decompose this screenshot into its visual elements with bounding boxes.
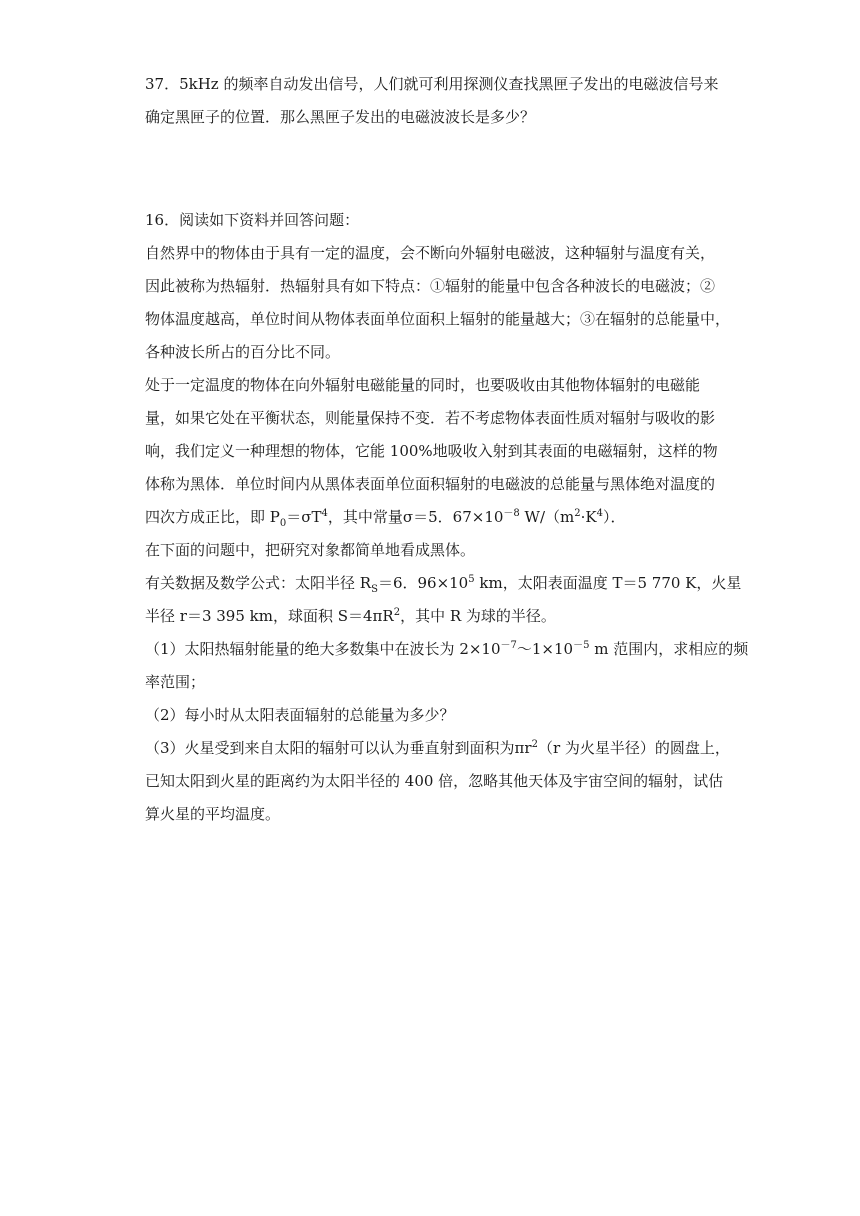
sub1-post: m 范围内，求相应的频: [589, 640, 749, 658]
q16-heading: 16．阅读如下资料并回答问题：: [145, 211, 360, 229]
q15-tail-line-1: 37．5kHz 的频率自动发出信号，人们就可利用探测仪查找黑匣子发出的电磁波信号来: [145, 75, 719, 93]
q16-sub2: （2）每小时从太阳表面辐射的总能量为多少？: [145, 706, 455, 724]
q15-tail-line-2: 确定黑匣子的位置．那么黑匣子发出的电磁波波长是多少？: [145, 108, 536, 126]
q16-data-line-2: [145, 605, 735, 627]
q16-sub1-line-2: 率范围；: [145, 673, 206, 691]
data1-sub: S: [371, 584, 378, 595]
formula-p-sub: 0: [279, 518, 287, 529]
formula-pre: 四次方成正比，即 P: [145, 508, 280, 526]
formula-k-sup: 4: [596, 508, 603, 519]
sub1-mid: ～1×10: [516, 640, 574, 658]
sub3-sup: 2: [531, 739, 538, 750]
formula-eq: ＝σT: [286, 508, 322, 526]
data1-post: km，太阳表面温度 T＝5 770 K，火星: [474, 574, 742, 592]
q16-sub3-line-1: [145, 737, 735, 759]
sub1-pre: （1）太阳热辐射能量的绝大多数集中在波长为 2×10: [145, 640, 501, 658]
q16-sub1-line-1: [145, 638, 749, 660]
q16-sub3-line-3: 算火星的平均温度。: [145, 805, 281, 823]
q16-sub3-line-2: 已知太阳到火星的距离约为太阳半径的 400 倍，忽略其他天体及宇宙空间的辐射，试估: [145, 772, 724, 790]
q16-p2-line-3: 响，我们定义一种理想的物体，它能 100%地吸收入射到其表面的电磁辐射，这样的物: [145, 442, 718, 460]
q16-p2-line-4: 体称为黑体．单位时间内从黑体表面单位面积辐射的电磁波的总能量与黑体绝对温度的: [145, 475, 716, 493]
sub1-sup2: －5: [573, 640, 590, 651]
q16-p2-formula-line: [145, 506, 735, 528]
q16-p3: 在下面的问题中，把研究对象都简单地看成黑体。: [145, 541, 476, 559]
sub1-sup1: －7: [500, 640, 517, 651]
data1-pre: 有关数据及数学公式：太阳半径 R: [145, 574, 372, 592]
formula-end: ）．: [602, 508, 626, 526]
data1-mid: ＝6．96×10: [377, 574, 469, 592]
formula-exp: －8: [503, 508, 520, 519]
q16-p1-line-4: 各种波长所占的百分比不同。: [145, 343, 341, 361]
sub3-pre: （3）火星受到来自太阳的辐射可以认为垂直射到面积为πr: [145, 739, 532, 757]
q16-p1-line-1: 自然界中的物体由于具有一定的温度，会不断向外辐射电磁波，这种辐射与温度有关，: [145, 244, 716, 262]
q16-p1-line-3: 物体温度越高，单位时间从物体表面单位面积上辐射的能量越大；③在辐射的总能量中，: [145, 310, 731, 328]
formula-dot: ·K: [580, 508, 597, 526]
data2-post: ，其中 R 为球的半径。: [400, 607, 556, 625]
formula-m-sup: 2: [574, 508, 581, 519]
data2-pre: 半径 r＝3 395 km，球面积 S＝4πR: [145, 607, 394, 625]
q16-p2-line-2: 量，如果它处在平衡状态，则能量保持不变．若不考虑物体表面性质对辐射与吸收的影: [145, 409, 716, 427]
q16-p2-line-1: 处于一定温度的物体在向外辐射电磁能量的同时，也要吸收由其他物体辐射的电磁能: [145, 376, 701, 394]
data1-sup: 5: [468, 574, 475, 585]
formula-unit: W/（m: [519, 508, 575, 526]
q16-data-line-1: [145, 572, 742, 595]
sub3-post: （r 为火星半径）的圆盘上，: [537, 739, 730, 757]
formula-t-sup: 4: [321, 508, 328, 519]
q16-p1-line-2: 因此被称为热辐射．热辐射具有如下特点：①辐射的能量中包含各种波长的电磁波；②: [145, 277, 716, 295]
formula-mid: ，其中常量σ＝5．67×10: [327, 508, 504, 526]
data2-sup: 2: [393, 607, 401, 618]
